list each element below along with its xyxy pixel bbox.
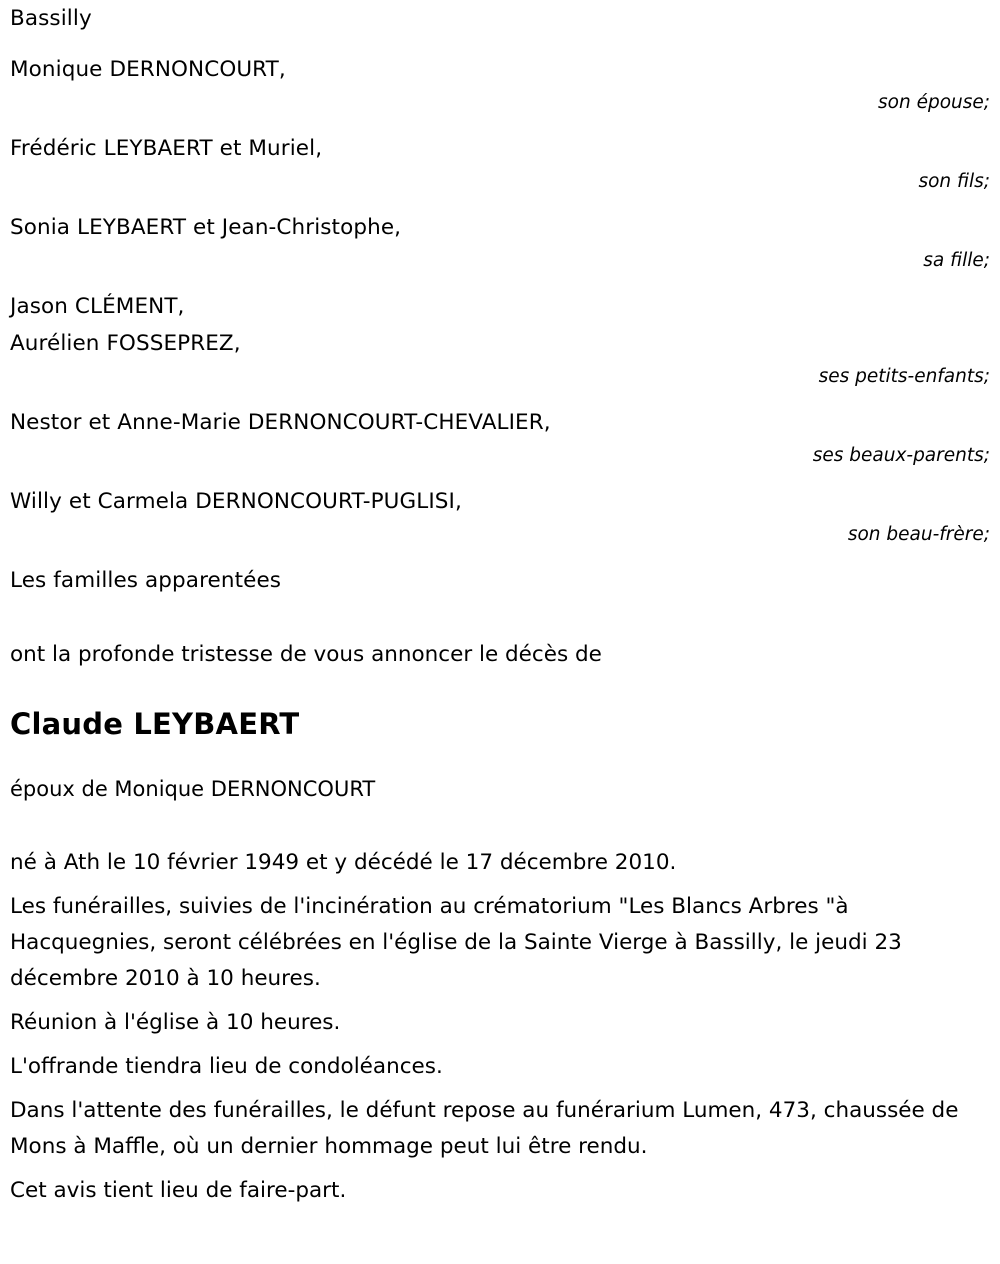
family-member-name-4: Nestor et Anne-Marie DERNONCOURT-CHEVALIER, <box>10 410 551 435</box>
family-member-relation-2: sa fille; <box>923 250 990 271</box>
family-member-relation-3: ses petits-enfants; <box>818 366 990 387</box>
spacer <box>10 276 990 288</box>
funeral-home-paragraph: Dans l'attente des funérailles, le défunt repose au funérarium Lumen, 473, chaussée de Mons à Maffle, où un dernier hommage peut lui être rendu. <box>10 1098 959 1159</box>
family-member-relation-5: son beau-frère; <box>847 524 990 545</box>
family-member-relation-1: son fils; <box>918 171 990 192</box>
announcement-lede: ont la profonde tristesse de vous annoncer le décès de <box>10 642 602 667</box>
spouse-of-line: époux de Monique DERNONCOURT <box>10 777 376 801</box>
family-member-relation-4: ses beaux-parents; <box>812 445 990 466</box>
spacer <box>0 743 1000 773</box>
spacer <box>0 599 1000 639</box>
family-member-name-2: Sonia LEYBAERT et Jean-Christophe, <box>10 215 402 240</box>
family-member-name-0: Monique DERNONCOURT, <box>10 57 286 82</box>
spacer <box>10 392 990 404</box>
spacer <box>10 118 990 130</box>
spacer <box>10 37 990 51</box>
offering-paragraph: L'offrande tiendra lieu de condoléances. <box>10 1054 443 1079</box>
locality-line: Bassilly <box>10 6 92 31</box>
funeral-details-paragraph: Les funérailles, suivies de l'incinération au crématorium "Les Blancs Arbres "à Hacquegnies, seront célébrées en l'église de la Sainte Vierge à Bassilly, le jeudi 23 décembre 2010 à 10 heures. <box>10 894 902 991</box>
family-member-name-3: Jason CLÉMENT, <box>10 294 185 319</box>
family-member-name-1: Frédéric LEYBAERT et Muriel, <box>10 136 323 161</box>
family-member-name-3b: Aurélien FOSSEPREZ, <box>10 331 241 356</box>
deceased-name-heading: Claude LEYBAERT <box>10 707 300 741</box>
spacer <box>10 197 990 209</box>
notice-statement-paragraph: Cet avis tient lieu de faire-part. <box>10 1178 347 1203</box>
spacer <box>0 805 1000 845</box>
spacer <box>0 671 1000 705</box>
family-member-relation-0: son épouse; <box>878 92 990 113</box>
spacer <box>10 550 990 562</box>
family-announcement-block <box>0 0 1000 599</box>
related-families-line: Les familles apparentées <box>10 568 282 593</box>
spacer <box>10 471 990 483</box>
gathering-time-paragraph: Réunion à l'église à 10 heures. <box>10 1010 341 1035</box>
family-member-name-5: Willy et Carmela DERNONCOURT-PUGLISI, <box>10 489 462 514</box>
birth-death-line: né à Ath le 10 février 1949 et y décédé le 17 décembre 2010. <box>10 850 677 875</box>
